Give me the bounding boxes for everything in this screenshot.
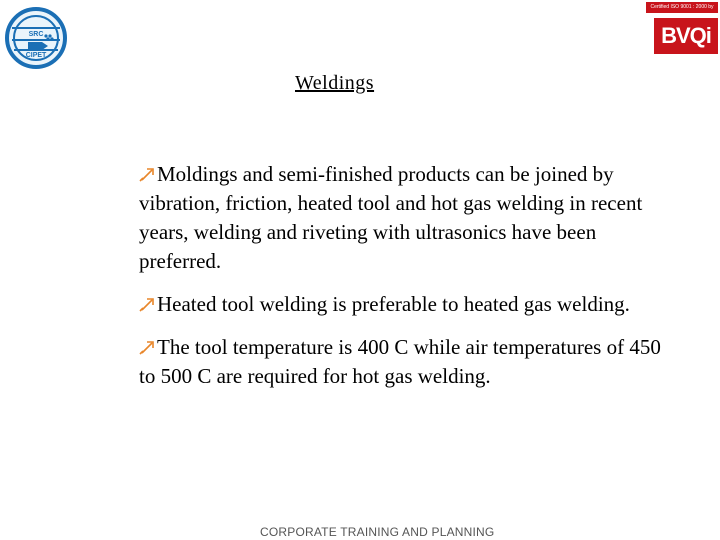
footer-text: CORPORATE TRAINING AND PLANNING	[260, 525, 495, 539]
bullet-text: Heated tool welding is preferable to heated gas welding.	[157, 292, 630, 316]
bullet-text: Moldings and semi-finished products can be joined by vibration, friction, heated tool and hot gas welding in recent years, welding and riveting with ultrasonics have been preferred.	[139, 162, 643, 273]
bullet-item	[139, 333, 669, 391]
bullet-text: The tool temperature is 400 C while air temperatures of 450 to 500 C are required for hot gas welding.	[139, 335, 661, 388]
arrow-bullet-icon	[139, 338, 157, 355]
bullet-item	[139, 290, 669, 319]
bullet-item	[139, 160, 669, 276]
arrow-bullet-icon	[139, 165, 157, 182]
logo-text-bottom: CIPET	[25, 52, 47, 59]
logo-text-top: SRC	[28, 31, 44, 38]
bullet-list	[139, 160, 669, 405]
brand-text: BVQi	[661, 23, 711, 48]
cipet-logo	[2, 6, 72, 70]
slide-title: Weldings	[295, 72, 375, 94]
cipet-logo-graphic	[2, 6, 72, 70]
bvqi-logo	[646, 2, 718, 54]
arrow-bullet-icon	[139, 295, 157, 312]
certification-text: Certified ISO 9001 : 2000 by	[646, 2, 718, 13]
bvqi-badge	[654, 18, 718, 54]
